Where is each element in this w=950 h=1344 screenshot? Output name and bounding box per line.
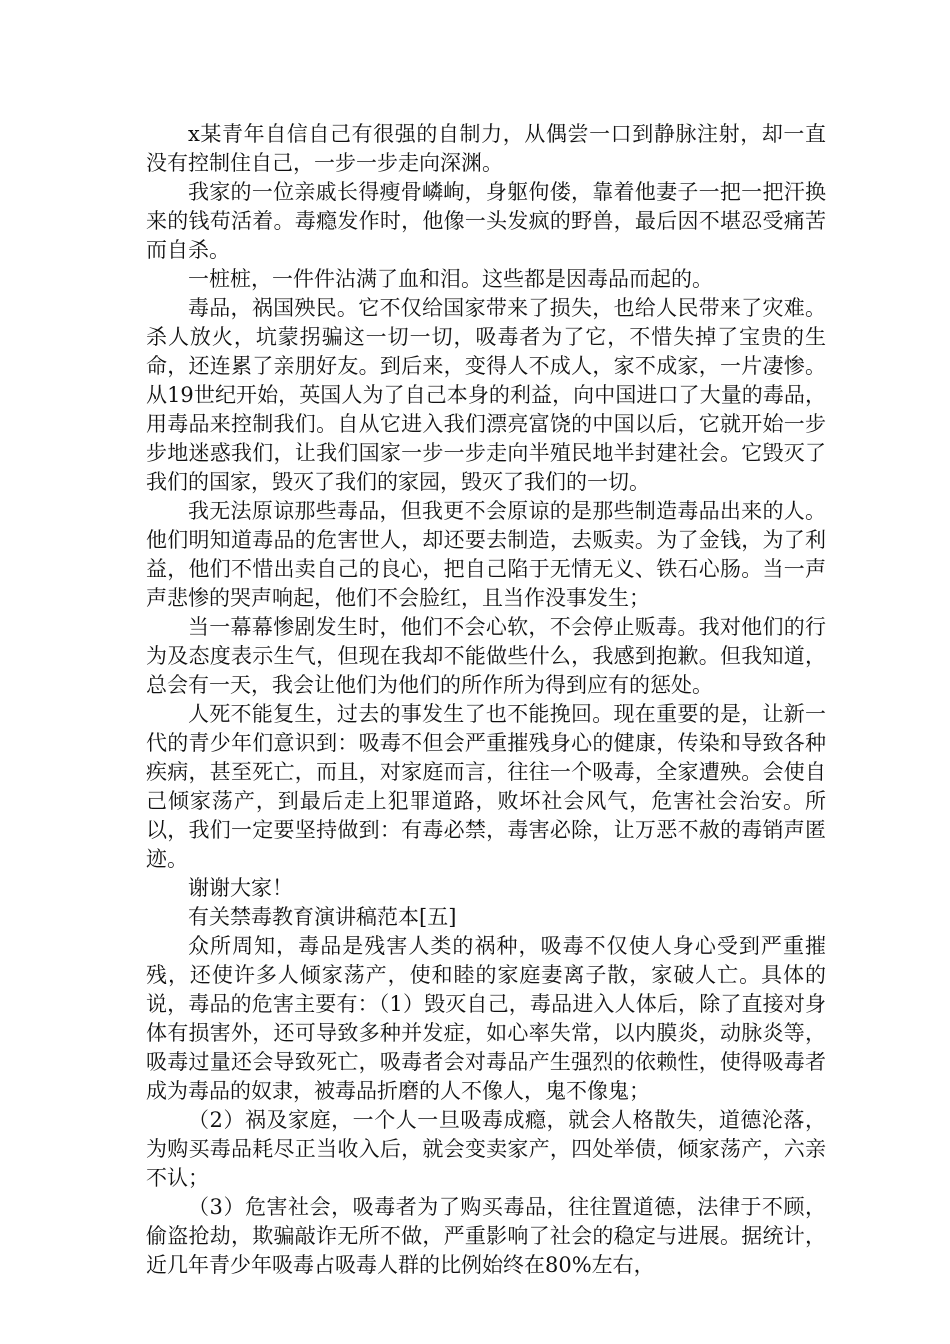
paragraph-10: （2）祸及家庭，一个人一旦吸毒成瘾，就会人格散失，道德沦落，为购买毒品耗尽正当收入后，就会变卖家产，四处举债，倾家荡产，六亲不认；: [146, 1108, 826, 1190]
paragraph-6: 当一幕幕惨剧发生时，他们不会心软，不会停止贩毒。我对他们的行为及态度表示生气，但现在我却不能做些什么，我感到抱歉。但我知道，总会有一天，我会让他们为他们的所作所为得到应有的惩处。: [146, 615, 826, 697]
section-heading: 有关禁毒教育演讲稿范本[五]: [188, 905, 457, 929]
paragraph-4: 毒品，祸国殃民。它不仅给国家带来了损失，也给人民带来了灾难。杀人放火，坑蒙拐骗这一切一切，吸毒者为了它，不惜失掉了宝贵的生命，还连累了亲朋好友。到后来，变得人不成人，家不成家，一片凄惨。从19世纪开始，英国人为了自己本身的利益，向中国进口了大量的毒品，用毒品来控制我们。自从它进入我们漂亮富饶的中国以后，它就开始一步步地迷惑我们，让我们国家一步一步走向半殖民地半封建社会。它毁灭了我们的国家，毁灭了我们的家园，毁灭了我们的一切。: [146, 296, 826, 494]
document-page: [146, 120, 826, 1280]
closing-thanks: 谢谢大家！: [188, 876, 293, 900]
paragraph-7: 人死不能复生，过去的事发生了也不能挽回。现在重要的是，让新一代的青少年们意识到：吸毒不但会严重摧残身心的健康，传染和导致各种疾病，甚至死亡，而且，对家庭而言，往往一个吸毒，全家遭殃。会使自己倾家荡产，到最后走上犯罪道路，败坏社会风气，危害社会治安。所以，我们一定要坚持做到：有毒必禁，毒害必除，让万恶不赦的毒销声匿迹。: [146, 702, 826, 871]
paragraph-1: x某青年自信自己有很强的自制力，从偶尝一口到静脉注射，却一直没有控制住自己，一步一步走向深渊。: [146, 122, 826, 175]
paragraph-3: 一桩桩，一件件沾满了血和泪。这些都是因毒品而起的。: [188, 267, 713, 291]
paragraph-9: 众所周知，毒品是残害人类的祸种，吸毒不仅使人身心受到严重摧残，还使许多人倾家荡产，使和睦的家庭妻离子散，家破人亡。具体的说，毒品的危害主要有：（1）毁灭自己，毒品进入人体后，除了直接对身体有损害外，还可导致多种并发症，如心率失常，以内膜炎，动脉炎等，吸毒过量还会导致死亡，吸毒者会对毒品产生强烈的依赖性，使得吸毒者成为毒品的奴隶，被毒品折磨的人不像人，鬼不像鬼；: [146, 934, 826, 1103]
paragraph-11: （3）危害社会，吸毒者为了购买毒品，往往置道德，法律于不顾，偷盗抢劫，欺骗敲诈无所不做，严重影响了社会的稳定与进展。据统计，近几年青少年吸毒占吸毒人群的比例始终在80%左右，: [146, 1195, 826, 1277]
paragraph-2: 我家的一位亲戚长得瘦骨嶙峋，身躯佝偻，靠着他妻子一把一把汗换来的钱苟活着。毒瘾发作时，他像一头发疯的野兽，最后因不堪忍受痛苦而自杀。: [146, 180, 826, 262]
paragraph-5: 我无法原谅那些毒品，但我更不会原谅的是那些制造毒品出来的人。他们明知道毒品的危害世人，却还要去制造，去贩卖。为了金钱，为了利益，他们不惜出卖自己的良心，把自己陷于无情无义、铁石心肠。当一声声悲惨的哭声响起，他们不会脸红，且当作没事发生；: [146, 499, 826, 610]
